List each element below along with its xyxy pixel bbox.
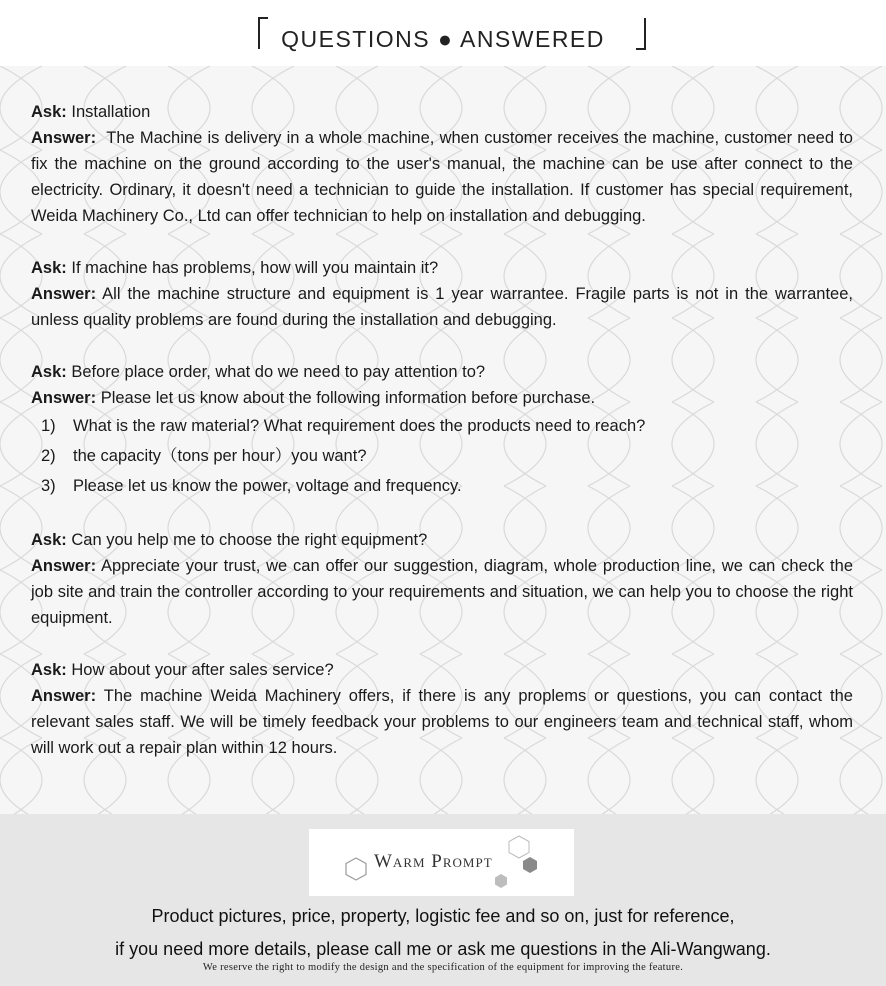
question-line	[31, 359, 853, 385]
question-text: If machine has problems, how will you maintain it?	[71, 259, 439, 277]
ask-label: Ask:	[31, 531, 67, 549]
answer-label: Answer:	[31, 389, 97, 407]
list-number: 1)	[41, 417, 56, 435]
list-number: 3)	[41, 477, 56, 495]
question-line	[31, 99, 853, 125]
right-bracket-decoration	[636, 18, 646, 50]
qa-item	[31, 527, 853, 631]
question-text: Can you help me to choose the right equipment?	[71, 531, 428, 549]
answer-line	[31, 125, 853, 229]
ask-label: Ask:	[31, 103, 67, 121]
list-item	[31, 441, 853, 471]
question-text: Before place order, what do we need to pay attention to?	[71, 363, 486, 381]
footer-disclaimer: We reserve the right to modify the design and the specification of the equipment for improving the feature.	[202, 962, 684, 973]
header	[0, 0, 886, 66]
qa-item	[31, 359, 853, 501]
ask-label: Ask:	[31, 259, 67, 277]
list-text: Please let us know the power, voltage and frequency.	[73, 477, 462, 495]
question-text: Installation	[71, 103, 151, 121]
hexagon-filled-icon	[495, 874, 507, 888]
list-text: What is the raw material? What requirement does the products need to reach?	[73, 417, 646, 435]
qa-item	[31, 657, 853, 761]
list-item	[31, 471, 853, 501]
answer-label: Answer:	[31, 285, 97, 303]
answer-text: The Machine is delivery in a whole machine, when customer receives the machine, customer need to fix the machine on the ground according to the user's manual, the machine can be use after connect to the electricity. Ordinary, it doesn't need a technician to guide the installation. If customer has special requirement, Weida Machinery Co., Ltd can offer technician to help on installation and debugging.	[31, 129, 853, 225]
footer-notice-line2: if you need more details, please call me or ask me questions in the Ali-Wangwang.	[115, 939, 771, 959]
question-line	[31, 527, 853, 553]
answer-line	[31, 385, 853, 411]
ask-label: Ask:	[31, 363, 67, 381]
answer-label: Answer:	[31, 687, 97, 705]
hexagon-filled-icon	[523, 857, 537, 873]
list-text: the capacity（tons per hour）you want?	[73, 447, 367, 465]
hexagon-outline-icon	[346, 858, 366, 880]
answer-label: Answer:	[31, 129, 97, 147]
answer-text: The machine Weida Machinery offers, if there is any proplems or questions, you can contact the relevant sales staff. We will be timely feedback your problems to our engineers team and technical staff, whom will work out a repair plan within 12 hours.	[31, 687, 853, 757]
page-title: QUESTIONS ● ANSWERED	[281, 26, 605, 52]
ask-label: Ask:	[31, 661, 67, 679]
question-line	[31, 255, 853, 281]
answer-line	[31, 281, 853, 333]
footer	[0, 814, 886, 986]
answer-line	[31, 683, 853, 761]
qa-section	[0, 66, 886, 814]
list-number: 2)	[41, 447, 56, 465]
warm-prompt-badge	[309, 829, 574, 896]
answer-line	[31, 553, 853, 631]
answer-text: Appreciate your trust, we can offer our suggestion, diagram, whole production line, we can check the job site and train the controller according to your requirements and situation, we can help you to choose the right equipment.	[31, 557, 853, 627]
answer-label: Answer:	[31, 557, 97, 575]
hexagon-outline-icon	[509, 836, 529, 858]
qa-item	[31, 99, 853, 229]
answer-text: All the machine structure and equipment is 1 year warrantee. Fragile parts is not in the warrantee, unless quality problems are found during the installation and debugging.	[31, 285, 853, 329]
qa-item	[31, 255, 853, 333]
warm-prompt-label: Warm Prompt	[374, 851, 493, 872]
footer-notice-line1: Product pictures, price, property, logistic fee and so on, just for reference,	[151, 906, 735, 926]
question-line	[31, 657, 853, 683]
list-item	[31, 411, 853, 441]
question-text: How about your after sales service?	[71, 661, 334, 679]
qa-content	[31, 99, 853, 787]
answer-text: Please let us know about the following information before purchase.	[100, 389, 596, 407]
requirements-list	[31, 411, 853, 501]
